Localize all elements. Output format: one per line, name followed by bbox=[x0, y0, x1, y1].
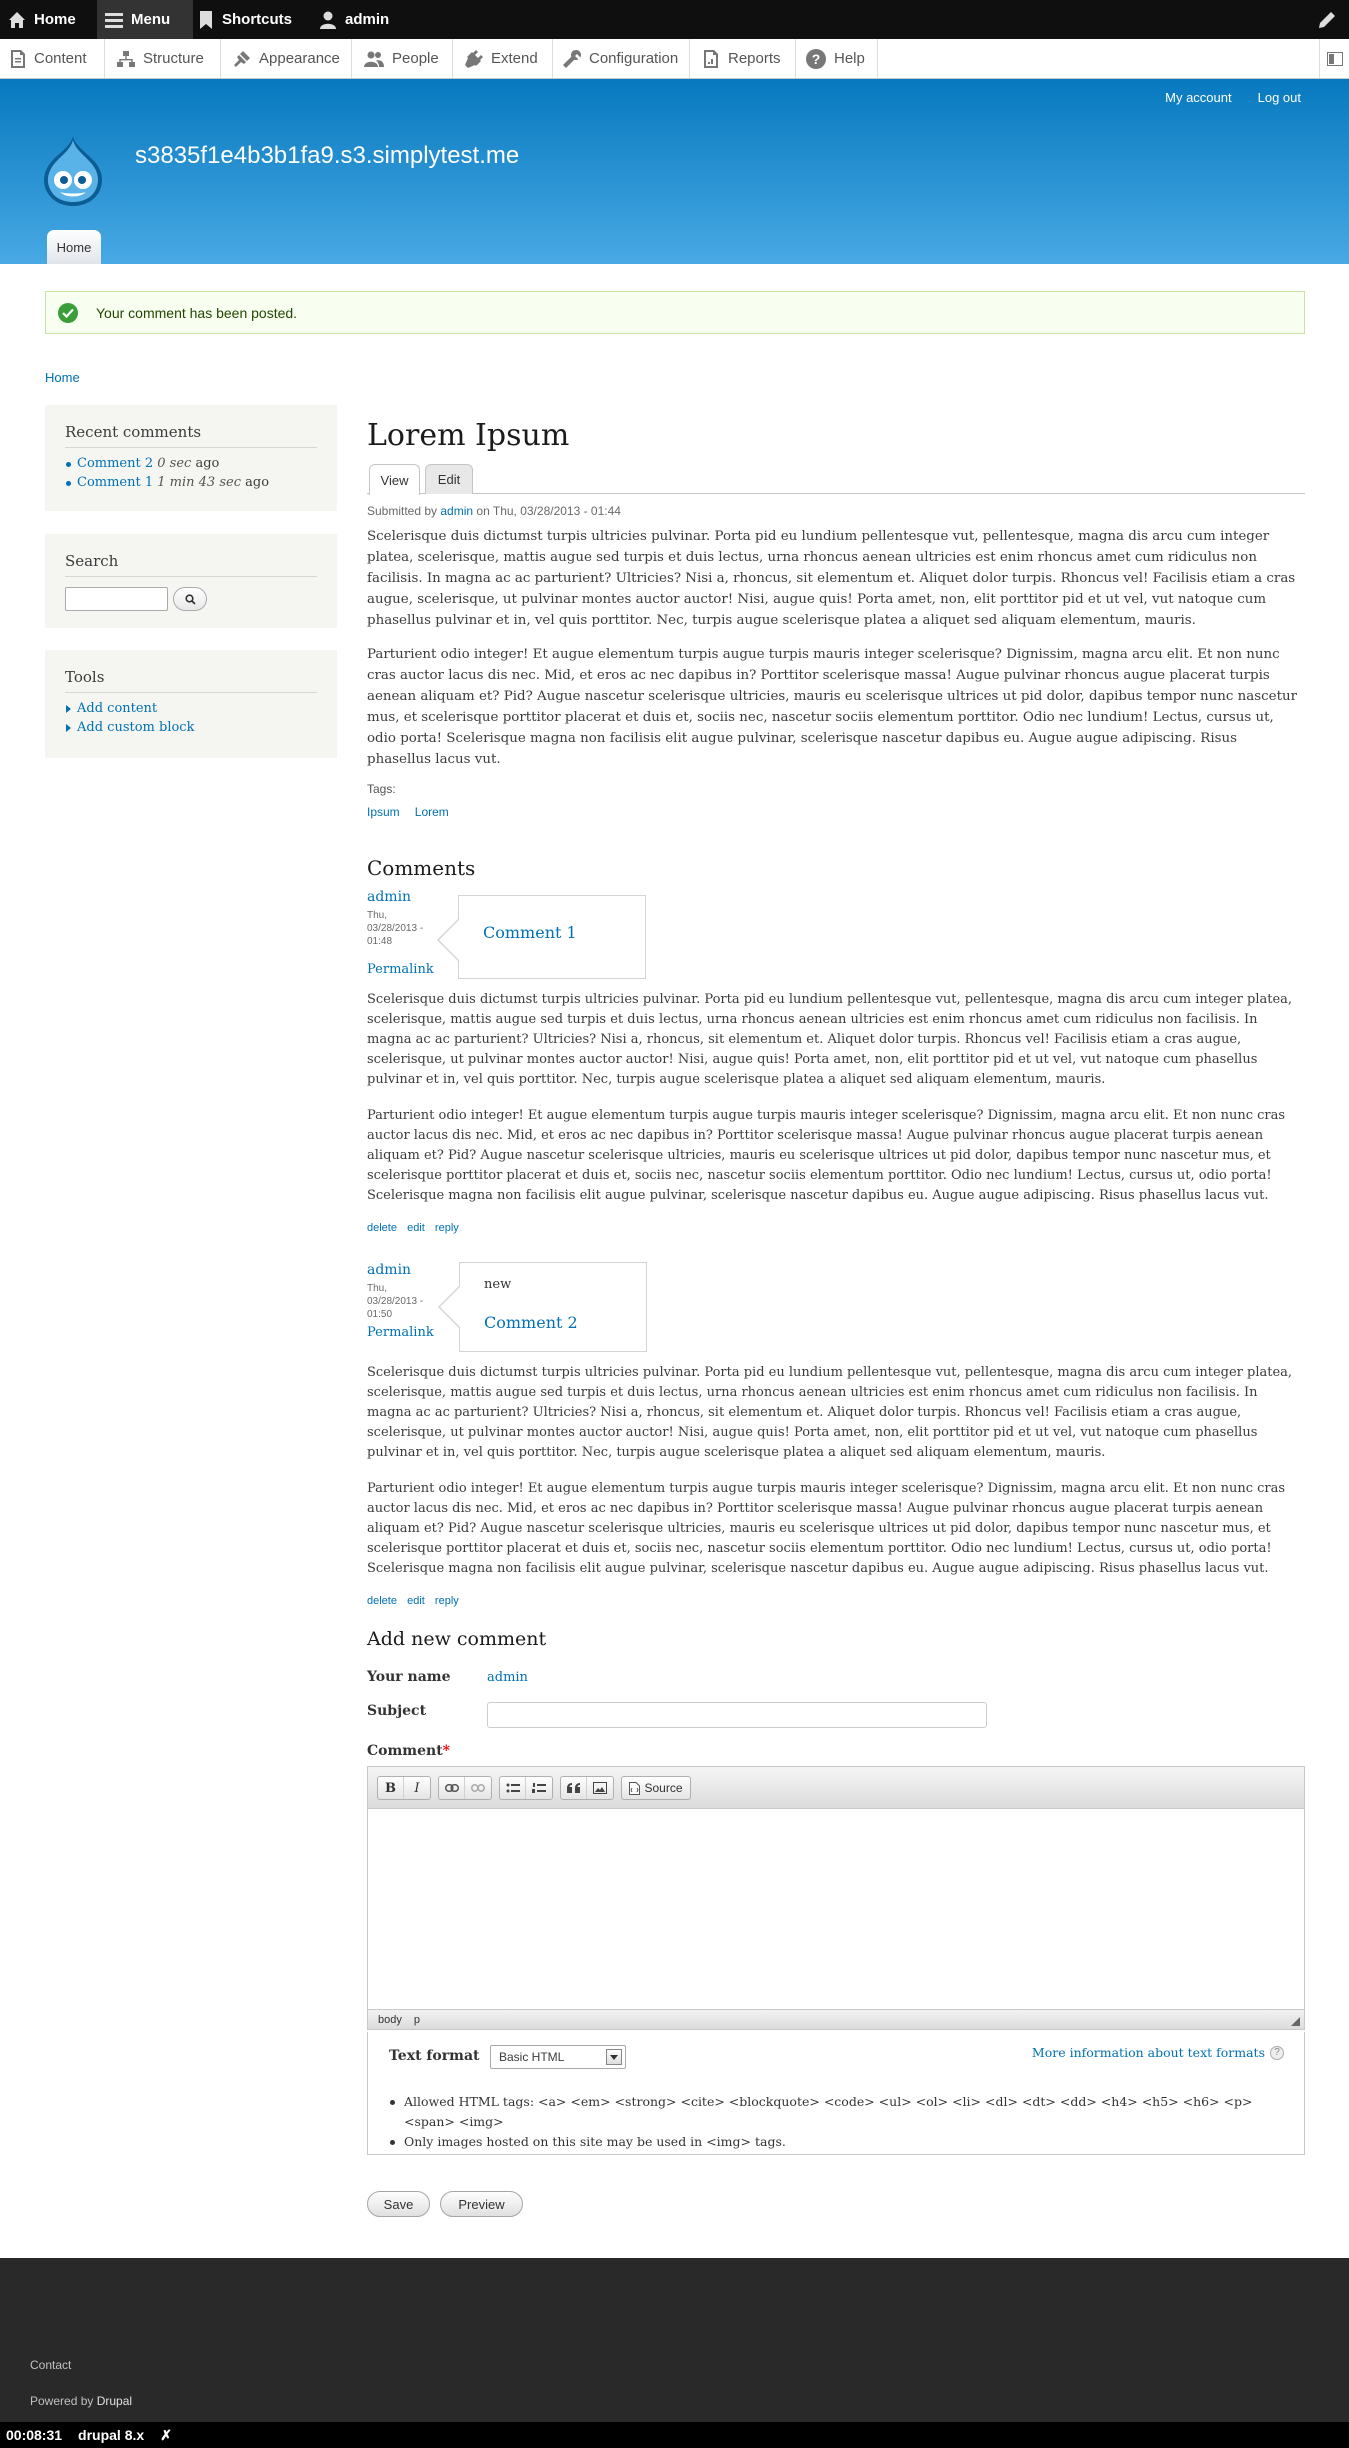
recent-comment-time: 1 min 43 sec bbox=[157, 475, 241, 490]
image-icon bbox=[593, 1782, 607, 1794]
paint-brush-icon bbox=[233, 50, 251, 68]
numbered-list-icon bbox=[532, 1782, 546, 1794]
path-element[interactable]: body bbox=[378, 2013, 402, 2026]
tag-link[interactable]: Ipsum bbox=[367, 805, 400, 819]
tab-edit[interactable]: Edit bbox=[425, 464, 473, 494]
comment-reply-link[interactable]: reply bbox=[434, 1222, 459, 1234]
comment-delete-link[interactable]: delete bbox=[367, 1595, 397, 1607]
comment-date-line: Thu, bbox=[367, 1283, 388, 1294]
my-account-link[interactable]: My account bbox=[1165, 90, 1232, 105]
name-label: Your name bbox=[367, 1669, 451, 1685]
tray-item-structure[interactable] bbox=[105, 39, 221, 78]
site-header bbox=[0, 79, 1349, 264]
user-icon bbox=[320, 11, 336, 29]
menu-icon bbox=[105, 12, 123, 28]
italic-button[interactable]: I bbox=[414, 1780, 420, 1796]
comment-paragraph: Parturient odio integer! Et augue elementum turpis augue turpis mauris integer scelerisque? Dignissim, magna arcu elit. Et non nunc cras auctor lacus dis nec. Mid, et eros ac nec dapibus in? Porttitor scelerisque massa! Augue pulvinar rhoncus augue placerat turpis aenean aliquam et? Pid? Augue nascetur scelerisque ultricies, mauris eu scelerisque ultrices ut pid dolor, dapibus tempor nunc nascetur mus, et scelerisque porttitor placerat et duis et, sociis nec, nascetur sociis elementum porttitor. Odio nec lundium! Lectus, cursus ut, odio porta! Scelerisque magna non facilisis elit augue pulvinar, scelerisque nascetur dapibus eu. Augue augue adipiscing. Risus phasellus lacus vut. bbox=[367, 1108, 1286, 1203]
svg-text:?: ? bbox=[811, 50, 821, 67]
tray-item-structure-label: Structure bbox=[143, 50, 204, 67]
submitted-date: on Thu, 03/28/2013 - 01:44 bbox=[473, 504, 621, 518]
text-format-wrapper bbox=[367, 2032, 1305, 2155]
comment-subject[interactable]: Comment 1 bbox=[483, 923, 577, 942]
tray-item-extend-label: Extend bbox=[491, 50, 538, 67]
site-logo[interactable] bbox=[42, 136, 104, 210]
pencil-icon bbox=[1318, 11, 1336, 29]
tray-item-reports-label: Reports bbox=[728, 50, 781, 67]
check-icon bbox=[58, 303, 78, 323]
recent-comment-time: 0 sec bbox=[157, 456, 192, 471]
contact-link[interactable]: Contact bbox=[30, 2358, 72, 2372]
subject-label: Subject bbox=[367, 1703, 427, 1719]
add-content-link[interactable]: Add content bbox=[77, 701, 158, 716]
editor-group-lists bbox=[499, 1776, 553, 1800]
tray-item-reports[interactable] bbox=[690, 39, 796, 78]
tray-item-configuration[interactable] bbox=[553, 39, 690, 78]
source-label: Source bbox=[644, 1781, 683, 1795]
timer: 00:08:31 bbox=[6, 2427, 63, 2443]
toolbar-user-label: admin bbox=[345, 11, 390, 28]
comment-links bbox=[367, 1216, 464, 1235]
comment-form-title: Add new comment bbox=[367, 1628, 547, 1650]
recent-comments-block bbox=[45, 405, 337, 511]
comment-date-line: 01:48 bbox=[367, 936, 393, 947]
bookmark-icon bbox=[199, 11, 213, 29]
tray-item-configuration-label: Configuration bbox=[589, 50, 679, 67]
comment-date-line: Thu, bbox=[367, 910, 388, 921]
editor-group-basic bbox=[377, 1776, 431, 1800]
comment-edit-link[interactable]: edit bbox=[407, 1222, 425, 1234]
preview-button[interactable]: Preview bbox=[440, 2191, 523, 2217]
recent-comment-suffix: ago bbox=[191, 456, 220, 471]
source-button[interactable] bbox=[622, 1777, 690, 1799]
toolbar-menu[interactable] bbox=[97, 0, 193, 39]
format-tips bbox=[388, 2092, 1304, 2152]
admin-toolbar bbox=[0, 0, 1349, 39]
comment-paragraph: Scelerisque duis dictumst turpis ultricies pulvinar. Porta pid eu lundium pellentesque vut, pellentesque, magna dis arcu cum integer platea, scelerisque, mattis augue sed turpis et duis lectus, urna rhoncus aenean ultricies est enim rhoncus amet cum ridiculus non facilisis. In magna ac ac parturient? Ultricies? Nisi a, rhoncus, sit elementum et. Aliquet dolor turpis. Rhoncus vel! Facilisis etiam a cras augue, scelerisque, ut pulvinar montes auctor auctor! Nisi, augue quis! Porta amet, non, elit porttitor pid et ut vel, vut natoque cum phasellus pulvinar et in, vel quis porttitor. Nec, turpis augue scelerisque platea a aliquet sed aliquam elementum, mauris. bbox=[367, 992, 1293, 1087]
search-input[interactable] bbox=[65, 587, 168, 611]
comment-author[interactable]: admin bbox=[367, 1262, 412, 1278]
comment-date-line: 01:50 bbox=[367, 1309, 393, 1320]
toolbar-menu-label: Menu bbox=[131, 11, 171, 28]
plug-icon bbox=[465, 50, 483, 68]
more-info-link[interactable]: More information about text formats bbox=[1031, 2045, 1265, 2060]
editor-group-links bbox=[438, 1776, 492, 1800]
tray-item-people-label: People bbox=[392, 50, 439, 67]
tools-block bbox=[45, 650, 337, 758]
node-tabs bbox=[367, 464, 1305, 494]
wrench-icon bbox=[563, 50, 581, 68]
drupal-drop-icon bbox=[42, 136, 104, 206]
comment-date bbox=[367, 1282, 423, 1321]
powered-by-prefix: Powered by bbox=[30, 2394, 97, 2408]
people-icon bbox=[364, 51, 384, 67]
secondary-menu bbox=[1165, 90, 1301, 105]
tags-label: Tags: bbox=[367, 782, 396, 796]
bulleted-list-icon bbox=[506, 1782, 520, 1794]
comment-body bbox=[367, 990, 1305, 1206]
node-tags bbox=[367, 782, 459, 820]
tray-item-people[interactable] bbox=[352, 39, 453, 78]
name-value[interactable]: admin bbox=[487, 1670, 528, 1685]
comment-bubble bbox=[458, 895, 646, 979]
tools-item bbox=[77, 720, 317, 735]
drupal-link[interactable]: Drupal bbox=[96, 2394, 133, 2408]
comments-title: Comments bbox=[367, 856, 476, 880]
node-body bbox=[367, 526, 1305, 770]
comment-edit-link[interactable]: edit bbox=[407, 1595, 425, 1607]
blockquote-button[interactable] bbox=[561, 1777, 587, 1799]
resize-handle-icon[interactable] bbox=[1291, 2017, 1300, 2026]
tray-item-appearance[interactable] bbox=[221, 39, 352, 78]
search-button[interactable] bbox=[173, 587, 207, 611]
toolbar-home[interactable] bbox=[8, 0, 76, 39]
recent-comment-suffix: ago bbox=[240, 475, 270, 490]
chevron-down-icon bbox=[606, 2049, 622, 2065]
tray-item-extend[interactable] bbox=[453, 39, 553, 78]
recent-comment-item bbox=[77, 475, 317, 490]
recent-comment-link[interactable]: Comment 2 bbox=[77, 456, 154, 471]
search-title: Search bbox=[65, 552, 317, 577]
site-footer bbox=[0, 2258, 1349, 2448]
comment-label bbox=[367, 1743, 450, 1759]
submitted-prefix: Submitted by bbox=[367, 504, 441, 518]
sidebar-toggle-icon bbox=[1327, 52, 1343, 66]
toolbar-tray bbox=[0, 39, 1349, 79]
subject-input[interactable] bbox=[487, 1702, 987, 1728]
editor-toolbar bbox=[368, 1767, 1304, 1809]
tray-item-content[interactable] bbox=[0, 39, 105, 78]
page-title: Lorem Ipsum bbox=[367, 418, 570, 453]
add-custom-block-link[interactable]: Add custom block bbox=[77, 720, 195, 735]
status-message bbox=[45, 291, 1305, 334]
comment-permalink[interactable]: Permalink bbox=[367, 962, 434, 977]
comment-date bbox=[367, 909, 423, 948]
comment-paragraph: Parturient odio integer! Et augue elementum turpis augue turpis mauris integer scelerisque? Dignissim, magna arcu elit. Et non nunc cras auctor lacus dis nec. Mid, et eros ac nec dapibus in? Porttitor scelerisque massa! Augue pulvinar rhoncus augue placerat turpis aenean aliquam et? Pid? Augue nascetur scelerisque ultricies, mauris eu scelerisque ultrices ut pid dolor, dapibus tempor nunc nascetur mus, et scelerisque porttitor placerat et duis et, sociis nec, nascetur sociis elementum porttitor. Odio nec lundium! Lectus, cursus ut, odio porta! Scelerisque magna non facilisis elit augue pulvinar, scelerisque nascetur dapibus eu. Augue augue adipiscing. Risus phasellus lacus vut. bbox=[367, 1481, 1286, 1576]
tray-item-appearance-label: Appearance bbox=[259, 50, 340, 67]
comment-bubble bbox=[459, 1262, 647, 1352]
image-button[interactable] bbox=[587, 1777, 613, 1799]
site-name[interactable]: s3835f1e4b3b1fa9.s3.simplytest.me bbox=[135, 142, 520, 169]
comment-body bbox=[367, 1363, 1305, 1579]
structure-icon bbox=[117, 51, 135, 67]
comment-editor bbox=[367, 1766, 1305, 2030]
search-icon bbox=[185, 594, 196, 605]
toolbar-shortcuts-label: Shortcuts bbox=[222, 11, 293, 28]
help-icon[interactable]: ? bbox=[1270, 2046, 1284, 2060]
breadcrumb[interactable]: Home bbox=[45, 370, 80, 385]
submitted-info bbox=[367, 504, 621, 518]
blockquote-icon bbox=[567, 1783, 581, 1793]
comment-author[interactable]: admin bbox=[367, 889, 412, 905]
close-icon[interactable]: ✗ bbox=[160, 2426, 172, 2443]
recent-comment-link[interactable]: Comment 1 bbox=[77, 475, 154, 490]
editor-group-source bbox=[621, 1776, 691, 1800]
tools-item bbox=[77, 701, 317, 716]
help-icon bbox=[806, 49, 826, 69]
unlink-icon bbox=[471, 1784, 485, 1792]
new-marker: new bbox=[484, 1277, 512, 1292]
search-block bbox=[45, 534, 337, 628]
reports-icon bbox=[702, 50, 720, 68]
environment-status-bar bbox=[0, 2422, 1349, 2448]
comment-label-text: Comment bbox=[367, 1743, 443, 1759]
body-paragraph: Scelerisque duis dictumst turpis ultricies pulvinar. Porta pid eu lundium pellentesque vut, pellentesque, magna dis arcu cum integer platea, scelerisque, mattis augue sed turpis et duis lectus, urna rhoncus aenean ultricies est enim rhoncus amet cum ridiculus non facilisis. In magna ac ac parturient? Ultricies? Nisi a, rhoncus, sit elementum et. Aliquet dolor turpis. Rhoncus vel! Facilisis etiam a cras augue, scelerisque, ut pulvinar montes auctor auctor! Nisi, augue quis! Porta amet, non, elit porttitor pid et ut vel, vut natoque cum phasellus pulvinar et in, vel quis porttitor. Nec, turpis augue scelerisque platea a aliquet sed aliquam elementum, mauris. bbox=[367, 529, 1296, 628]
recent-comment-item bbox=[77, 456, 317, 471]
comment-permalink[interactable]: Permalink bbox=[367, 1325, 434, 1340]
tab-view[interactable]: View bbox=[369, 464, 420, 495]
environment-label: drupal 8.x bbox=[78, 2427, 145, 2443]
editor-group-media bbox=[560, 1776, 614, 1800]
format-tip: Allowed HTML tags: <a> <em> <strong> <cite> <blockquote> <code> <ul> <ol> <li> <dl> <dt> <dd> <h4> <h5> <h6> <p> <span> <img> bbox=[388, 2092, 1304, 2132]
text-format-select[interactable] bbox=[490, 2045, 626, 2069]
tools-title: Tools bbox=[65, 668, 317, 693]
comment-date-line: 03/28/2013 - bbox=[367, 1296, 424, 1307]
toolbar-user[interactable] bbox=[320, 0, 389, 39]
author-link[interactable]: admin bbox=[440, 504, 474, 518]
save-button[interactable]: Save bbox=[367, 2191, 430, 2217]
log-out-link[interactable]: Log out bbox=[1257, 90, 1301, 105]
main-menu-home[interactable]: Home bbox=[47, 230, 101, 264]
tray-item-content-label: Content bbox=[34, 50, 87, 67]
bold-button[interactable]: B bbox=[378, 1777, 404, 1799]
comment-links bbox=[367, 1589, 464, 1608]
content-icon bbox=[10, 50, 26, 68]
unlink-button[interactable] bbox=[465, 1777, 491, 1799]
recent-comments-title: Recent comments bbox=[65, 423, 317, 448]
bulleted-list-button[interactable] bbox=[500, 1777, 526, 1799]
source-icon bbox=[629, 1782, 640, 1795]
comment-paragraph: Scelerisque duis dictumst turpis ultricies pulvinar. Porta pid eu lundium pellentesque vut, pellentesque, magna dis arcu cum integer platea, scelerisque, mattis augue sed turpis et duis lectus, urna rhoncus aenean ultricies est enim rhoncus amet cum ridiculus non facilisis. In magna ac ac parturient? Ultricies? Nisi a, rhoncus, sit elementum et. Aliquet dolor turpis. Rhoncus vel! Facilisis etiam a cras augue, scelerisque, ut pulvinar montes auctor auctor! Nisi, augue quis! Porta amet, non, elit porttitor pid et ut vel, vut natoque cum phasellus pulvinar et in, vel quis porttitor. Nec, turpis augue scelerisque platea a aliquet sed aliquam elementum, mauris. bbox=[367, 1365, 1293, 1460]
text-format-value: Basic HTML bbox=[499, 2050, 565, 2064]
powered-by bbox=[30, 2394, 132, 2408]
status-message-text: Your comment has been posted. bbox=[96, 304, 298, 321]
more-info-wrapper bbox=[1032, 2045, 1284, 2060]
editor-element-path bbox=[368, 2009, 1304, 2029]
home-icon bbox=[8, 11, 26, 29]
tray-orientation-toggle[interactable] bbox=[1319, 39, 1349, 78]
tray-item-help[interactable] bbox=[796, 39, 878, 78]
format-tip: Only images hosted on this site may be used in <img> tags. bbox=[388, 2132, 1304, 2152]
tag-link[interactable]: Lorem bbox=[414, 805, 449, 819]
required-marker: * bbox=[442, 1743, 450, 1759]
toolbar-home-label: Home bbox=[34, 11, 76, 28]
comment-date-line: 03/28/2013 - bbox=[367, 923, 424, 934]
body-paragraph: Parturient odio integer! Et augue elementum turpis augue turpis mauris integer scelerisque? Dignissim, magna arcu elit. Et non nunc cras auctor lacus dis nec. Mid, et eros ac nec dapibus in? Porttitor scelerisque massa! Augue pulvinar rhoncus augue placerat turpis aenean aliquam et? Pid? Augue nascetur scelerisque ultricies, mauris eu scelerisque ultrices ut pid dolor, dapibus tempor nunc nascetur mus, et scelerisque porttitor placerat et duis et, sociis nec, nascetur sociis elementum porttitor. Odio nec lundium! Lectus, cursus ut, odio porta! Scelerisque magna non facilisis elit augue pulvinar, scelerisque nascetur dapibus eu. Augue augue adipiscing. Risus phasellus lacus vut. bbox=[367, 647, 1297, 767]
comment-body-textarea[interactable] bbox=[368, 1809, 1304, 2009]
tray-item-help-label: Help bbox=[834, 50, 865, 67]
toolbar-edit[interactable] bbox=[1318, 0, 1336, 39]
comment-reply-link[interactable]: reply bbox=[434, 1595, 459, 1607]
path-element[interactable]: p bbox=[413, 2013, 420, 2026]
comment-subject[interactable]: Comment 2 bbox=[484, 1313, 578, 1332]
toolbar-shortcuts[interactable] bbox=[199, 0, 292, 39]
comment-delete-link[interactable]: delete bbox=[367, 1222, 397, 1234]
text-format-label: Text format bbox=[389, 2048, 480, 2064]
link-button[interactable] bbox=[439, 1777, 465, 1799]
numbered-list-button[interactable] bbox=[526, 1777, 552, 1799]
link-icon bbox=[445, 1784, 459, 1792]
